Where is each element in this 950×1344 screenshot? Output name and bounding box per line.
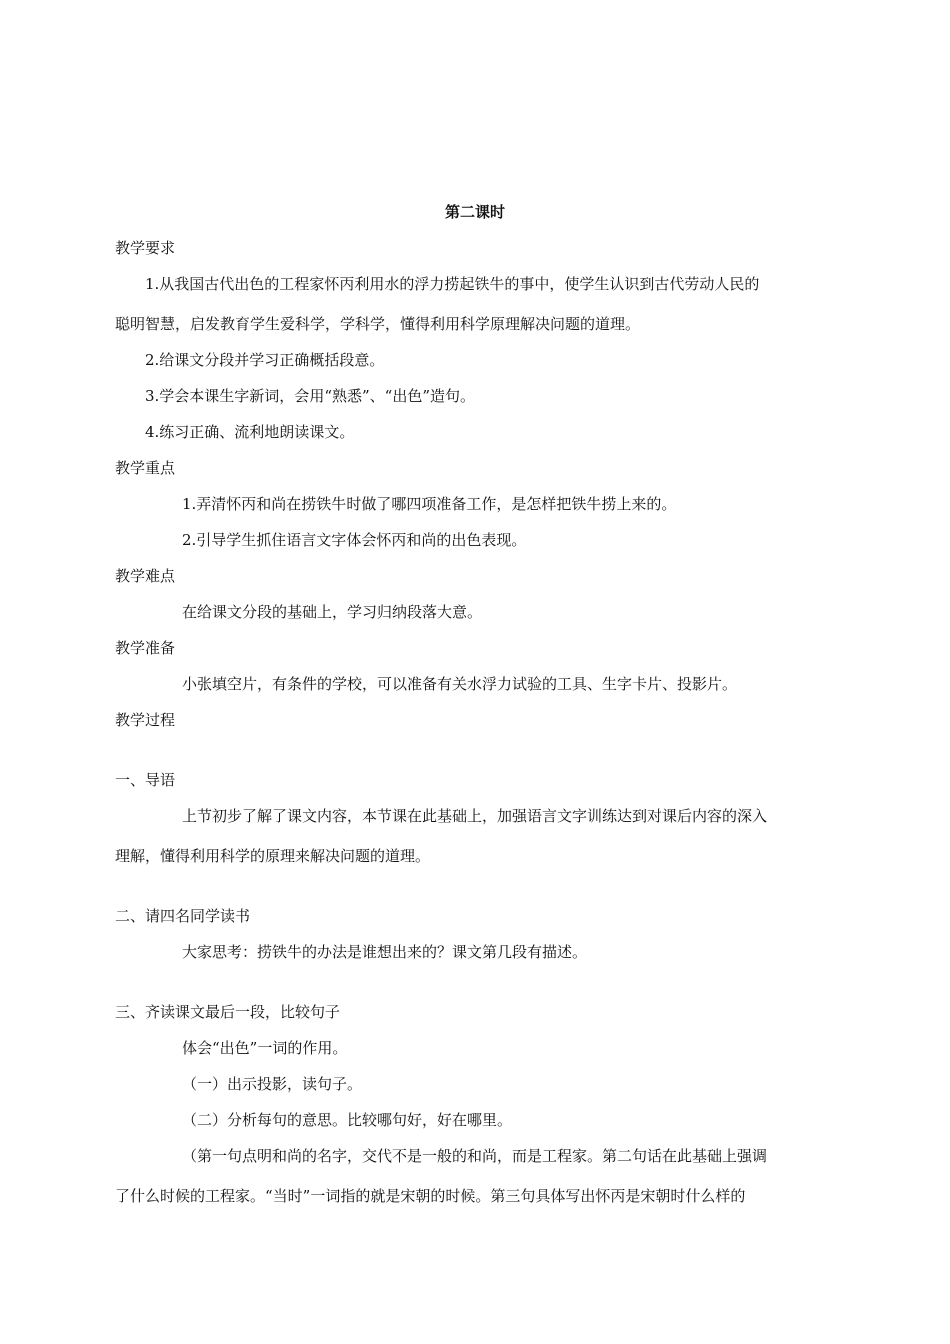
part-3-text-3: （二）分析每句的意思。比较哪句好，好在哪里。	[182, 1111, 513, 1129]
difficulties-text: 在给课文分段的基础上，学习归纳段落大意。	[182, 603, 483, 621]
requirement-1-line-2: 聪明智慧，启发教育学生爱科学，学科学，懂得利用科学原理解决问题的道理。	[115, 315, 641, 333]
part-1-line-2: 理解，懂得利用科学的原理来解决问题的道理。	[115, 847, 431, 865]
part-1-heading: 一、导语	[115, 771, 176, 789]
page-title: 第二课时	[444, 203, 505, 221]
difficulties-heading: 教学难点	[115, 567, 176, 585]
part-3-text-1: 体会“出色”一词的作用。	[182, 1039, 348, 1057]
requirement-1-line-1: 1.从我国古代出色的工程家怀丙利用水的浮力捞起铁牛的事中，使学生认识到古代劳动人民的	[145, 275, 760, 293]
process-heading: 教学过程	[115, 711, 176, 729]
requirement-4: 4.练习正确、流利地朗读课文。	[145, 423, 355, 441]
requirement-2: 2.给课文分段并学习正确概括段意。	[145, 351, 385, 369]
part-2-text: 大家思考：捞铁牛的办法是谁想出来的？课文第几段有描述。	[182, 943, 588, 961]
preparation-heading: 教学准备	[115, 639, 176, 657]
key-point-1: 1.弄清怀丙和尚在捞铁牛时做了哪四项准备工作，是怎样把铁牛捞上来的。	[182, 495, 677, 513]
part-3-text-2: （一）出示投影，读句子。	[182, 1075, 363, 1093]
part-2-heading: 二、请四名同学读书	[115, 907, 251, 925]
part-3-heading: 三、齐读课文最后一段，比较句子	[115, 1003, 341, 1021]
key-points-heading: 教学重点	[115, 459, 176, 477]
requirements-heading: 教学要求	[115, 239, 176, 257]
key-point-2: 2.引导学生抓住语言文字体会怀丙和尚的出色表现。	[182, 531, 527, 549]
part-3-text-4-line-1: （第一句点明和尚的名字，交代不是一般的和尚，而是工程家。第二句话在此基础上强调	[182, 1147, 768, 1165]
preparation-text: 小张填空片，有条件的学校，可以准备有关水浮力试验的工具、生字卡片、投影片。	[182, 675, 738, 693]
part-3-text-4-line-2: 了什么时候的工程家。“当时”一词指的就是宋朝的时候。第三句具体写出怀丙是宋朝时什么样的	[115, 1187, 746, 1205]
part-1-line-1: 上节初步了解了课文内容，本节课在此基础上，加强语言文字训练达到对课后内容的深入	[182, 807, 768, 825]
requirement-3: 3.学会本课生字新词，会用“熟悉”、“出色”造句。	[145, 387, 475, 405]
